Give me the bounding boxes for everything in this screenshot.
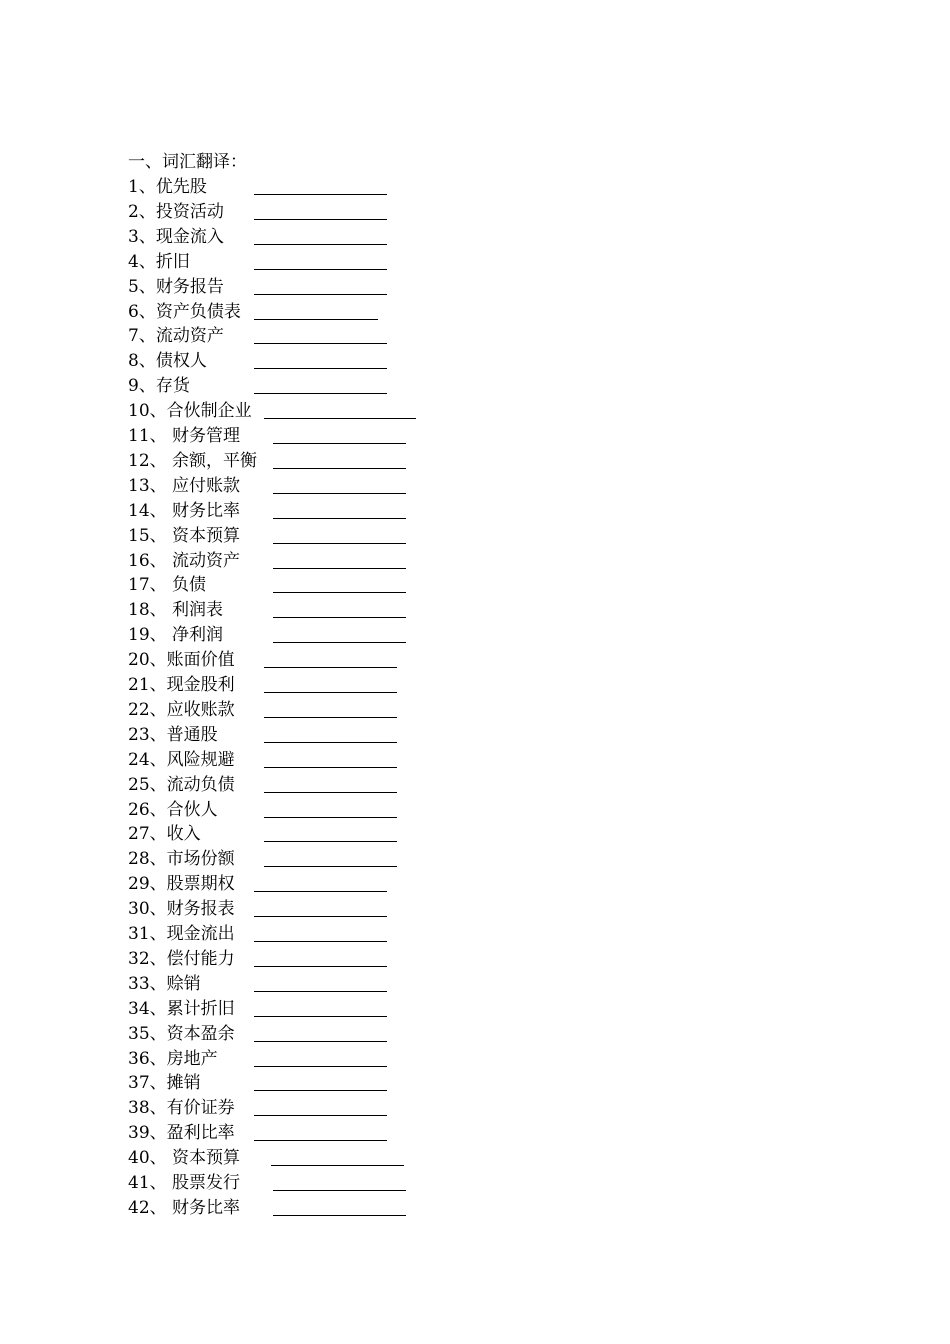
vocabulary-term: 20、账面价值: [128, 650, 235, 671]
answer-blank[interactable]: [254, 1016, 387, 1017]
answer-blank[interactable]: [254, 219, 387, 220]
vocabulary-item: [128, 972, 448, 996]
vocabulary-term: 32、偿付能力: [128, 948, 235, 969]
vocabulary-item: [128, 698, 448, 722]
vocabulary-item: [128, 1171, 448, 1195]
vocabulary-term: 35、资本盈余: [128, 1023, 235, 1044]
vocabulary-item: [128, 673, 448, 697]
section-heading: 一、词汇翻译：: [128, 152, 247, 172]
answer-blank[interactable]: [264, 418, 416, 419]
vocabulary-term: 26、合伙人: [128, 799, 218, 820]
vocabulary-item: [128, 897, 448, 921]
vocabulary-term: 12、 余额，平衡: [128, 450, 258, 471]
vocabulary-term: 39、盈利比率: [128, 1123, 235, 1144]
vocabulary-item: [128, 798, 448, 822]
vocabulary-item: [128, 1146, 448, 1170]
vocabulary-term: 7、流动资产: [128, 326, 224, 347]
vocabulary-term: 19、 净利润: [128, 625, 224, 646]
vocabulary-term: 10、合伙制企业: [128, 401, 252, 422]
vocabulary-term: 29、股票期权: [128, 874, 235, 895]
vocabulary-term: 6、资产负债表: [128, 301, 241, 322]
vocabulary-term: 8、债权人: [128, 351, 207, 372]
answer-blank[interactable]: [254, 294, 387, 295]
answer-blank[interactable]: [254, 1090, 387, 1091]
vocabulary-item: [128, 822, 448, 846]
vocabulary-item: [128, 997, 448, 1021]
vocabulary-term: 41、 股票发行: [128, 1173, 241, 1193]
vocabulary-item: [128, 349, 448, 373]
vocabulary-term: 16、 流动资产: [128, 550, 241, 571]
vocabulary-term: 14、 财务比率: [128, 500, 241, 521]
answer-blank[interactable]: [254, 966, 387, 967]
vocabulary-term: 23、普通股: [128, 724, 218, 745]
vocabulary-item: [128, 773, 448, 797]
vocabulary-term: 18、 利润表: [128, 600, 224, 621]
vocabulary-term: 5、财务报告: [128, 276, 224, 297]
vocabulary-item: [128, 1047, 448, 1071]
answer-blank[interactable]: [254, 269, 387, 270]
vocabulary-item: [128, 748, 448, 772]
answer-blank[interactable]: [254, 1115, 387, 1116]
vocabulary-item: [128, 1196, 448, 1220]
answer-blank[interactable]: [254, 916, 387, 917]
answer-blank[interactable]: [273, 592, 406, 593]
vocabulary-term: 13、 应付账款: [128, 475, 241, 496]
answer-blank[interactable]: [273, 543, 406, 544]
answer-blank[interactable]: [264, 717, 397, 718]
vocabulary-item: [128, 449, 448, 473]
vocabulary-item: [128, 1022, 448, 1046]
vocabulary-item: [128, 922, 448, 946]
answer-blank[interactable]: [264, 667, 397, 668]
answer-blank[interactable]: [254, 319, 378, 320]
vocabulary-item: [128, 499, 448, 523]
vocabulary-item: [128, 374, 448, 398]
answer-blank[interactable]: [254, 991, 387, 992]
vocabulary-item: [128, 399, 448, 423]
vocabulary-term: 3、现金流入: [128, 226, 224, 247]
vocabulary-item: [128, 1096, 448, 1120]
vocabulary-term: 9、存货: [128, 376, 190, 397]
answer-blank[interactable]: [273, 443, 406, 444]
answer-blank[interactable]: [264, 866, 397, 867]
answer-blank[interactable]: [264, 817, 397, 818]
answer-blank[interactable]: [254, 1041, 387, 1042]
vocabulary-item: [128, 872, 448, 896]
vocabulary-item: [128, 1121, 448, 1145]
vocabulary-term: 25、流动负债: [128, 774, 235, 795]
vocabulary-item: [128, 225, 448, 249]
answer-blank[interactable]: [264, 792, 397, 793]
vocabulary-term: 33、赊销: [128, 973, 201, 994]
vocabulary-term: 27、收入: [128, 824, 201, 845]
answer-blank[interactable]: [273, 493, 406, 494]
answer-blank[interactable]: [254, 244, 387, 245]
vocabulary-term: 36、房地产: [128, 1048, 218, 1069]
vocabulary-term: 4、折旧: [128, 251, 190, 272]
vocabulary-item: [128, 549, 448, 573]
answer-blank[interactable]: [273, 1190, 406, 1191]
vocabulary-term: 17、 负债: [128, 575, 207, 596]
answer-blank[interactable]: [273, 468, 406, 469]
vocabulary-item: [128, 598, 448, 622]
vocabulary-item: [128, 524, 448, 548]
answer-blank[interactable]: [273, 518, 406, 519]
vocabulary-term: 40、 资本预算: [128, 1148, 241, 1169]
vocabulary-item: [128, 200, 448, 224]
answer-blank[interactable]: [264, 767, 397, 768]
answer-blank[interactable]: [254, 393, 387, 394]
vocabulary-item: [128, 250, 448, 274]
vocabulary-term: 30、财务报表: [128, 899, 235, 920]
vocabulary-term: 28、市场份额: [128, 849, 235, 870]
vocabulary-term: 38、有价证券: [128, 1098, 235, 1119]
answer-blank[interactable]: [254, 1066, 387, 1067]
vocabulary-item: [128, 723, 448, 747]
vocabulary-term: 37、摊销: [128, 1073, 201, 1094]
vocabulary-item: [128, 474, 448, 498]
answer-blank[interactable]: [254, 343, 387, 344]
vocabulary-item: [128, 573, 448, 597]
vocabulary-term: 31、现金流出: [128, 924, 235, 944]
answer-blank[interactable]: [273, 617, 406, 618]
answer-blank[interactable]: [271, 1165, 404, 1166]
answer-blank[interactable]: [273, 568, 406, 569]
answer-blank[interactable]: [254, 941, 387, 942]
answer-blank[interactable]: [273, 1215, 406, 1216]
vocabulary-term: 15、 资本预算: [128, 525, 241, 546]
answer-blank[interactable]: [254, 1140, 387, 1141]
vocabulary-term: 21、现金股利: [128, 675, 235, 695]
answer-blank[interactable]: [264, 692, 397, 693]
vocabulary-item: [128, 847, 448, 871]
answer-blank[interactable]: [264, 742, 397, 743]
answer-blank[interactable]: [273, 642, 406, 643]
answer-blank[interactable]: [254, 891, 387, 892]
answer-blank[interactable]: [254, 368, 387, 369]
vocabulary-term: 42、 财务比率: [128, 1197, 241, 1218]
answer-blank[interactable]: [254, 194, 387, 195]
vocabulary-term: 34、累计折旧: [128, 998, 235, 1019]
vocabulary-item: [128, 1071, 448, 1095]
vocabulary-item: [128, 424, 448, 448]
vocabulary-item: [128, 175, 448, 199]
vocabulary-term: 22、应收账款: [128, 699, 235, 720]
vocabulary-term: 24、风险规避: [128, 749, 235, 770]
vocabulary-term: 1、优先股: [128, 177, 207, 197]
vocabulary-term: 11、 财务管理: [128, 426, 241, 446]
vocabulary-item: [128, 324, 448, 348]
vocabulary-item: [128, 648, 448, 672]
vocabulary-item: [128, 947, 448, 971]
vocabulary-item: [128, 275, 448, 299]
vocabulary-term: 2、投资活动: [128, 201, 224, 222]
vocabulary-item: [128, 623, 448, 647]
vocabulary-item: [128, 300, 448, 324]
answer-blank[interactable]: [264, 841, 397, 842]
